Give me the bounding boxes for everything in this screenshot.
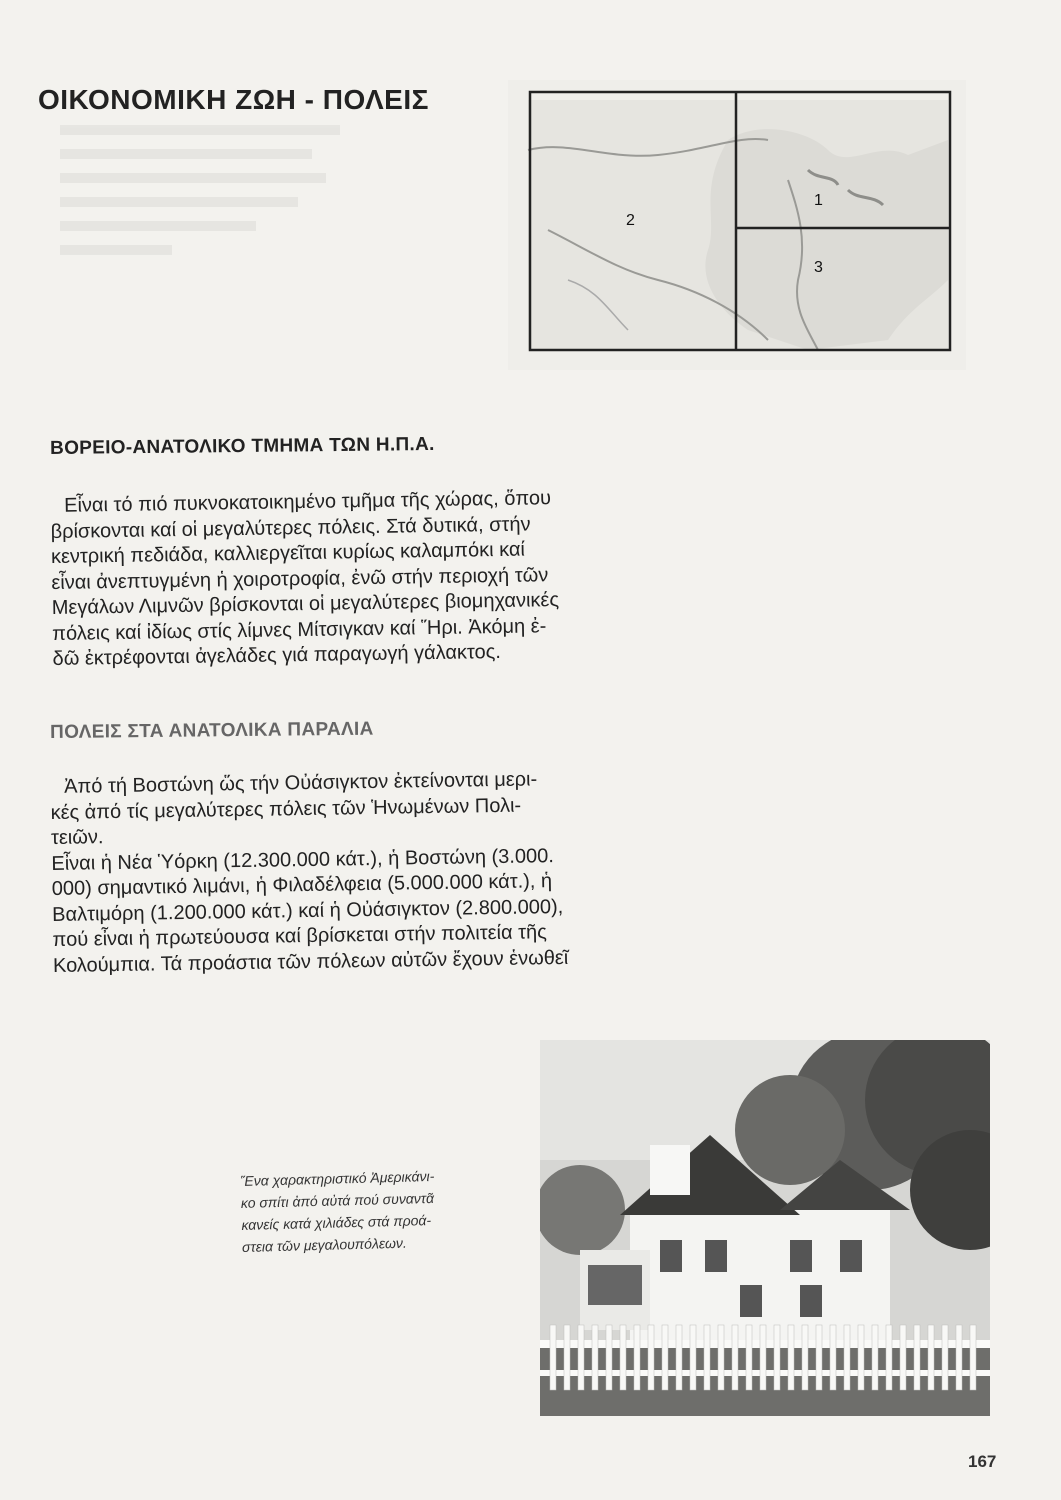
text-line: κεντρική πεδιάδα, καλλιεργεῖται κυρίως καλαμπόκι καί [50, 538, 526, 568]
map-label-region-2: 2 [626, 212, 635, 229]
caption-line: κο σπίτι ἀπό αὐτά πού συναντᾶ [240, 1189, 435, 1211]
bleed-through-block-top [60, 115, 340, 305]
text-line: πόλεις καί ἰδίως στίς λίμνες Μίτσιγκαν καί Ἥρι. Ἀκόμη ἐ- [52, 614, 547, 645]
text-line: Εἶναι τό πιό πυκνοκατοικημένο τμῆμα τῆς χώρας, ὅπου [64, 487, 552, 517]
map-label-region-3: 3 [814, 259, 823, 276]
photo-caption [240, 1162, 532, 1258]
text-line: εἶναι ἀνεπτυγμένη ἡ χοιροτροφία, ἐνῶ στήν περιοχή τῶν [51, 563, 549, 594]
caption-line: Ἕνα χαρακτηριστικό Ἀμερικάνι- [240, 1167, 435, 1189]
map-label-region-1: 1 [814, 192, 823, 209]
text-line: Ἀπό τή Βοστώνη ὥς τήν Οὐάσιγκτον ἐκτείνονται μερι- [64, 768, 538, 798]
text-line: βρίσκονται καί οἱ μεγαλύτερες πόλεις. Στά δυτικά, στήν [50, 512, 531, 543]
usa-region-map [508, 80, 966, 370]
text-line: κές ἀπό τίς μεγαλύτερες πόλεις τῶν Ἡνωμένων Πολι- [50, 794, 522, 824]
page-number: 167 [968, 1452, 997, 1471]
map-graphic [508, 80, 966, 370]
text-line: Βαλτιμόρη (1.200.000 κάτ.) καί ἡ Οὐάσιγκτον (2.800.000), [52, 895, 564, 926]
text-line: τειῶν. [50, 826, 104, 849]
text-line: δῶ ἐκτρέφονται ἀγελάδες γιά παραγωγή γάλακτος. [52, 640, 502, 670]
section-heading-northeast: ΒΟΡΕΙΟ-ΑΝΑΤΟΛΙΚΟ ΤΜΗΜΑ ΤΩΝ Η.Π.Α. [50, 433, 435, 459]
page-title: ΟΙΚΟΝΟΜΙΚΗ ΖΩΗ - ΠΟΛΕΙΣ [38, 84, 429, 115]
text-line: 000) σημαντικό λιμάνι, ἡ Φιλαδέλφεια (5.000.000 κάτ.), ἡ [51, 870, 553, 900]
house-photo [540, 1040, 990, 1416]
text-line: πού εἶναι ἡ πρωτεύουσα καί βρίσκεται στήν πολιτεία τῆς [52, 921, 547, 951]
text-line: Μεγάλων Λιμνῶν βρίσκονται οἱ μεγαλύτερες βιομηχανικές [51, 589, 560, 619]
text-line: Εἶναι ἡ Νέα Ὑόρκη (12.300.000 κάτ.), ἡ Βοστώνη (3.000. [51, 844, 554, 875]
caption-line: κανείς κατά χιλιάδες στά προά- [241, 1212, 432, 1233]
caption-line: στεια τῶν μεγαλουπόλεων. [241, 1234, 407, 1255]
text-line: Κολούμπια. Τά προάστια τῶν πόλεων αὐτῶν ἔχουν ἑνωθεῖ [52, 946, 569, 977]
paragraph-northeast [50, 484, 673, 672]
house-illustration [540, 1040, 990, 1416]
section-heading-east-coast: ΠΟΛΕΙΣ ΣΤΑ ΑΝΑΤΟΛΙΚΑ ΠΑΡΑΛΙΑ [50, 718, 374, 743]
paragraph-east-coast [50, 765, 673, 979]
